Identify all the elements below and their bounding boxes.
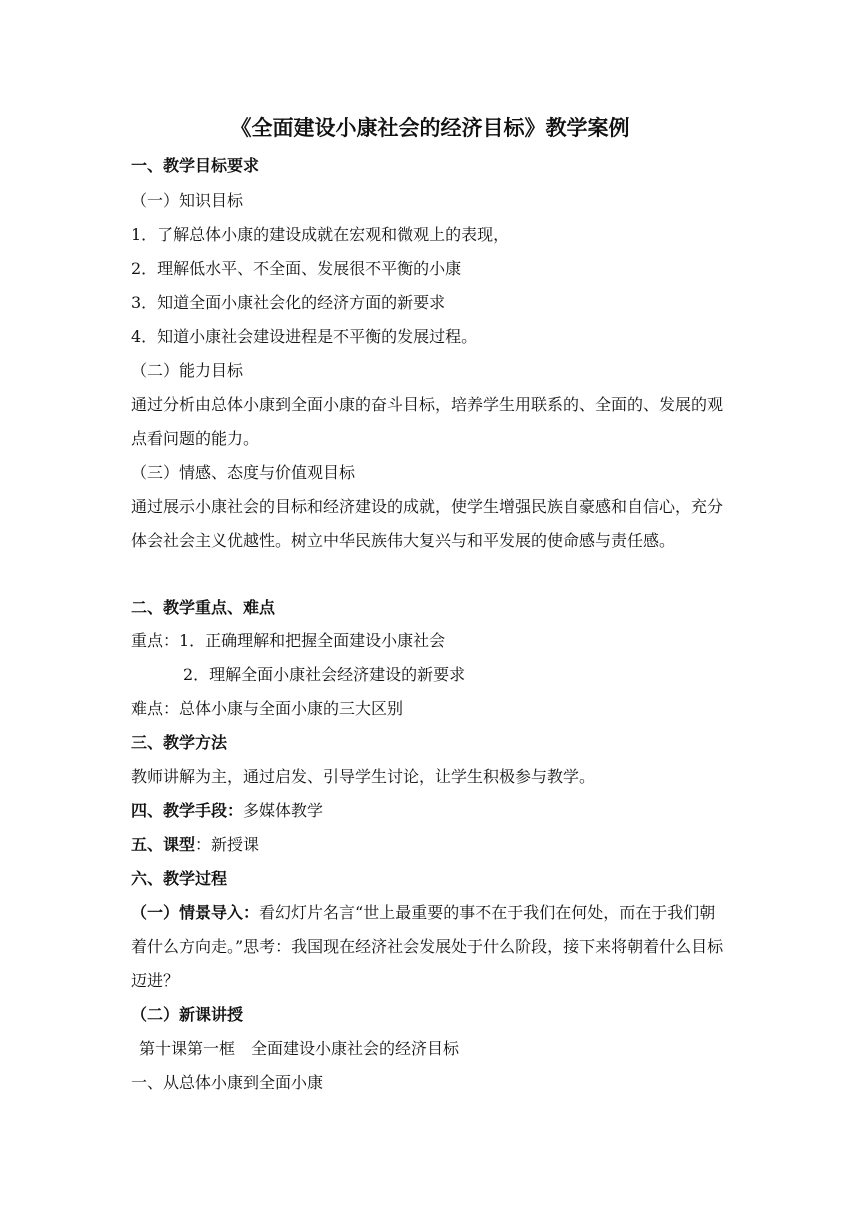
intro-label: （一）情景导入： (131, 903, 260, 922)
lesson-type-line (131, 833, 731, 857)
section-heading-key-points: 二、教学重点、难点 (131, 598, 276, 617)
lesson-type-label: 五、课型 (131, 835, 196, 854)
knowledge-item-3: 3．知道全面小康社会化的经济方面的新要求 (131, 293, 446, 312)
subheading-emotion: （三）情感、态度与价值观目标 (131, 463, 356, 482)
key-point-2: 2．理解全面小康社会经济建设的新要求 (183, 665, 466, 684)
means-label: 四、教学手段： (131, 801, 244, 820)
means-value: 多媒体教学 (243, 801, 324, 820)
knowledge-item-1: 1．了解总体小康的建设成就在宏观和微观上的表现， (131, 225, 510, 244)
section-heading-objectives: 一、教学目标要求 (131, 156, 260, 175)
section-heading-method: 三、教学方法 (131, 733, 228, 752)
intro-text: 看幻灯片名言“世上最重要的事不在于我们在何处，而在于我们朝着什么方向走。”思考：我国现在经济社会发展处于什么阶段，接下来将朝着什么目标迈进？ (131, 903, 724, 990)
ability-paragraph: 通过分析由总体小康到全面小康的奋斗目标，培养学生用联系的、全面的、发展的观点看问题的能力。 (131, 395, 724, 448)
method-text: 教师讲解为主，通过启发、引导学生讨论，让学生积极参与教学。 (131, 767, 596, 786)
section-heading-process: 六、教学过程 (131, 869, 228, 888)
knowledge-item-2: 2．理解低水平、不全面、发展很不平衡的小康 (131, 259, 462, 278)
lesson-title: 第十课第一框 全面建设小康社会的经济目标 (139, 1039, 460, 1058)
intro-paragraph (131, 896, 731, 998)
difficult-point: 难点：总体小康与全面小康的三大区别 (131, 699, 404, 718)
emotion-paragraph: 通过展示小康社会的目标和经济建设的成就，使学生增强民族自豪感和自信心，充分体会社会主义优越性。树立中华民族伟大复兴与和平发展的使命感与责任感。 (131, 497, 724, 550)
means-line (131, 799, 731, 823)
knowledge-item-4: 4．知道小康社会建设进程是不平衡的发展过程。 (131, 327, 478, 346)
page-title: 《全面建设小康社会的经济目标》教学案例 (230, 116, 630, 140)
subheading-knowledge: （一）知识目标 (131, 191, 244, 210)
lesson-type-value: ：新授课 (195, 835, 260, 854)
part-one-heading: 一、从总体小康到全面小康 (131, 1073, 324, 1092)
subheading-new-lesson: （二）新课讲授 (131, 1005, 244, 1024)
subheading-ability: （二）能力目标 (131, 361, 244, 380)
key-point-1: 重点：1．正确理解和把握全面建设小康社会 (131, 631, 446, 650)
